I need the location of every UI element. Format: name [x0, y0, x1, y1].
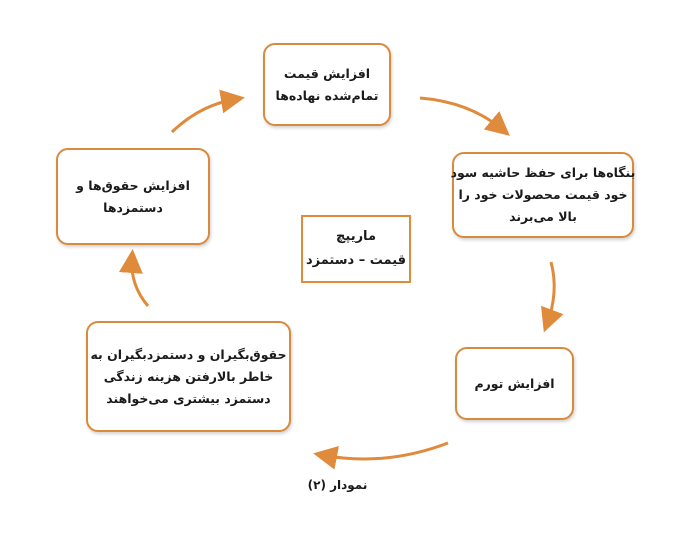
node-text: خود قیمت محصولات خود را — [458, 187, 628, 202]
node-wage-increase — [56, 148, 210, 245]
node-text: دستمزدها — [103, 199, 163, 215]
figure-caption: نمودار (۲) — [307, 478, 368, 492]
arrow-left-to-top — [172, 99, 236, 132]
center-subtitle: قیمت – دستمزد — [305, 253, 407, 268]
node-workers-demand-wages — [86, 321, 291, 432]
center-title: ماریپچ — [336, 229, 376, 244]
center-label-box — [301, 215, 411, 283]
node-text: افزایش تورم — [474, 375, 555, 391]
node-text: بالا می‌برند — [509, 209, 577, 224]
node-text: حقوق‌بگیران و دستمزدبگیران به — [90, 346, 287, 362]
node-input-price-increase — [263, 43, 391, 126]
node-text: بنگاه‌ها برای حفظ حاشیه سود — [450, 165, 636, 180]
node-text: افزایش قیمت — [283, 65, 371, 81]
arrow-right-to-bottom-right — [547, 262, 554, 324]
node-text: دستمزد بیشتری می‌خواهند — [106, 390, 271, 406]
node-text: افزایش حقوق‌ها و — [76, 177, 190, 193]
arrow-bottom-right-to-bottom-left — [322, 443, 448, 459]
node-inflation-increase — [455, 347, 574, 420]
node-firms-raise-prices — [452, 152, 634, 238]
arrow-bottom-left-to-left — [132, 258, 148, 306]
arrow-top-to-right — [420, 98, 503, 130]
node-text: تمام‌شده نهاده‌ها — [275, 87, 379, 103]
node-text: خاطر بالارفتن هزینه زندگی — [103, 368, 274, 384]
